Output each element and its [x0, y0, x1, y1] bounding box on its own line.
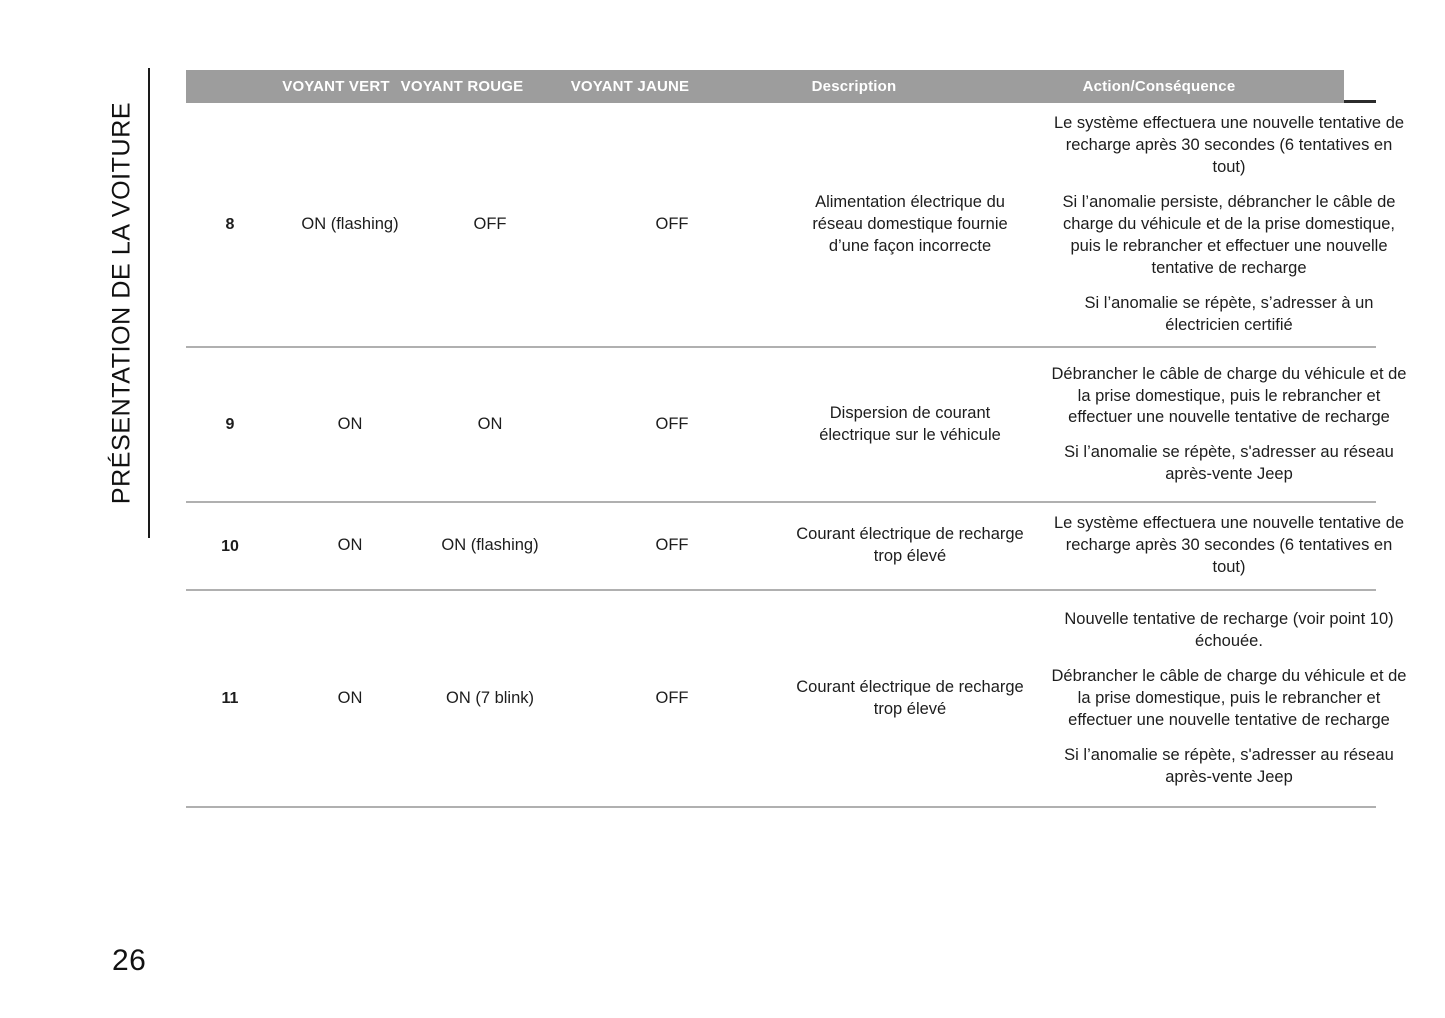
action-block-list	[1048, 358, 1410, 491]
action-paragraph: Si l’anomalie persiste, débrancher le câble de charge du véhicule et de la prise domestique, puis le rebrancher et effectuer une nouvelle tentative de recharge	[1062, 192, 1396, 277]
action-paragraph: Débrancher le câble de charge du véhicule et de la prise domestique, puis le rebrancher et effectuer une nouvelle tentative de recharge	[1051, 364, 1407, 427]
column-header-number	[186, 70, 274, 103]
column-header-description: Description	[734, 70, 974, 103]
cell-voyant-rouge: OFF	[473, 214, 507, 233]
column-header-voyant-jaune: VOYANT JAUNE	[526, 70, 734, 103]
column-gap-1	[274, 348, 288, 501]
table-row	[186, 103, 1405, 348]
table-row	[186, 503, 1405, 591]
column-gap-4	[776, 591, 790, 806]
column-header-voyant-rouge: VOYANT ROUGE	[398, 70, 526, 103]
column-gap-5	[1030, 103, 1044, 346]
column-gap-5	[1030, 591, 1044, 806]
cell-voyant-vert: ON	[337, 536, 363, 555]
action-block-list	[1048, 601, 1410, 796]
column-gap-2	[412, 591, 426, 806]
action-paragraph: Débrancher le câble de charge du véhicule et de la prise domestique, puis le rebrancher et effectuer une nouvelle tentative de recharge	[1051, 666, 1407, 729]
cell-row-number: 9	[225, 416, 235, 434]
column-gap-1	[274, 103, 288, 346]
cell-action-consequence	[1044, 503, 1414, 589]
action-block-list	[1048, 513, 1410, 579]
table-body	[186, 103, 1407, 808]
cell-voyant-vert: ON	[337, 414, 363, 433]
cell-description: Dispersion de courant électrique sur le véhicule	[819, 404, 1001, 444]
table-row	[186, 591, 1407, 808]
cell-voyant-vert: ON	[337, 688, 363, 707]
cell-voyant-jaune: OFF	[655, 214, 689, 233]
action-paragraph: Nouvelle tentative de recharge (voir point 10) échouée.	[1064, 609, 1394, 650]
cell-voyant-rouge: ON (7 blink)	[445, 688, 535, 707]
column-gap-2	[412, 503, 426, 589]
column-gap-3	[554, 503, 568, 589]
cell-row-number: 8	[225, 216, 235, 234]
charging-status-table	[186, 70, 1407, 808]
action-paragraph: Le système effectuera une nouvelle tentative de recharge après 30 secondes (6 tentatives en tout)	[1053, 514, 1405, 577]
column-gap-4	[776, 103, 790, 346]
cell-row-number: 11	[221, 690, 239, 708]
column-gap-4	[776, 348, 790, 501]
column-gap-3	[554, 591, 568, 806]
column-gap-2	[412, 348, 426, 501]
cell-action-consequence	[1044, 348, 1414, 501]
page-number: 26	[112, 944, 147, 977]
cell-action-consequence	[1044, 591, 1414, 806]
cell-description: Courant électrique de recharge trop élevé	[796, 525, 1024, 566]
cell-description: Alimentation électrique du réseau domestique fournie d’une façon incorrecte	[812, 192, 1008, 255]
cell-voyant-jaune: OFF	[655, 536, 689, 555]
column-gap-4	[776, 503, 790, 589]
chapter-side-title	[96, 68, 150, 538]
action-paragraph: Le système effectuera une nouvelle tentative de recharge après 30 secondes (6 tentatives en tout)	[1053, 114, 1405, 176]
column-gap-5	[1030, 503, 1044, 589]
cell-voyant-rouge: ON	[477, 414, 503, 433]
cell-description: Courant électrique de recharge trop élevé	[796, 677, 1024, 718]
column-gap-3	[554, 103, 568, 346]
cell-voyant-rouge: ON (flashing)	[441, 536, 539, 555]
cell-row-number: 10	[221, 537, 239, 555]
column-gap-1	[274, 591, 288, 806]
column-header-action-consequence: Action/Conséquence	[974, 70, 1344, 103]
column-header-voyant-vert: VOYANT VERT	[274, 70, 398, 103]
column-gap-5	[1030, 348, 1044, 501]
chapter-side-title-text: PRÉSENTATION DE LA VOITURE	[107, 101, 136, 505]
cell-voyant-vert: ON (flashing)	[301, 214, 399, 233]
action-paragraph: Si l’anomalie se répète, s’adresser à un électricien certifié	[1084, 293, 1374, 334]
action-paragraph: Si l’anomalie se répète, s'adresser au réseau après-vente Jeep	[1064, 443, 1394, 484]
cell-voyant-jaune: OFF	[655, 688, 689, 707]
cell-action-consequence	[1044, 103, 1414, 346]
column-gap-1	[274, 503, 288, 589]
cell-voyant-jaune: OFF	[655, 414, 689, 433]
action-block-list	[1048, 113, 1410, 336]
column-gap-2	[412, 103, 426, 346]
table-row	[186, 348, 1407, 503]
column-gap-3	[554, 348, 568, 501]
table-header-row	[186, 70, 1376, 103]
action-paragraph: Si l’anomalie se répète, s'adresser au réseau après-vente Jeep	[1064, 745, 1394, 786]
